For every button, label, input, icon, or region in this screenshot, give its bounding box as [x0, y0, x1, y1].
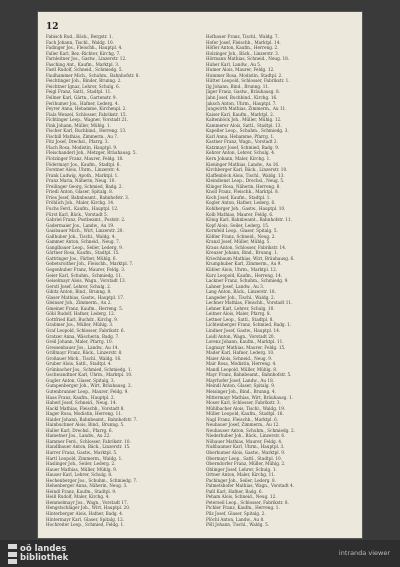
directory-entry: Lahner Josef, Landw., Au 3. — [206, 283, 265, 289]
directory-entry: Gegenhuber Franz, Maurer, Feldg. 3. — [46, 266, 126, 272]
directory-entry: Hintermayr Karl, Glaser, Spitalg. 12. — [46, 516, 125, 522]
directory-entry: Kranzl Josef, Müller, Mühlg. 5. — [206, 239, 271, 245]
directory-entry: Kübler Alois, Uhrm., Marktpl. 12. — [206, 266, 278, 272]
directory-entry: Ganglbauer Leop., Seiler, Lederg. 9. — [46, 244, 124, 250]
directory-entry: Kleindienst Leop., Drechsl., Neug. 5. — [206, 178, 285, 184]
directory-entry: Fries Josef, Bahnbeamt., Bahnhofstr. 3. — [46, 194, 130, 200]
directory-entry: Gressenbauer Jos., Landw., Au 14. — [46, 344, 119, 350]
directory-entry: Nöbauer Mathias, Maurer, Feldg. 4. — [206, 438, 283, 444]
directory-entry: Kapeller Leop., Schuhm., Schmiedg. 3. — [206, 128, 289, 134]
viewer-label: intranda viewer — [338, 549, 390, 557]
directory-entry: Feichtner Ignaz, Lehrer, Schulg. 6. — [46, 83, 121, 89]
directory-entry: Faulhammer Mich., Schuhm., Bahnhofstr. 8. — [46, 72, 140, 78]
directory-entry: Kohlberger Joh., Gastw., Hauptpl. 10. — [206, 205, 286, 211]
directory-entry: Fleischanderl Joh., Metzger, Bräuhausg. 5. — [46, 150, 137, 156]
directory-entry: Heindl Franz, Kaufm., Stadtpl. 9. — [46, 488, 117, 494]
directory-entry: Meindl Anton, Glaser, Spitalg. 9. — [206, 383, 276, 389]
directory-entry: Fuchs Ferd., Kaufm., Hauptpl. 12. — [46, 205, 119, 211]
directory-entry: Kern Johann, Maler, Kirchg. 1. — [206, 156, 271, 162]
directory-entry: Mair Rosa, Modistin, Herreng. 4. — [206, 361, 277, 367]
directory-entry: Palmetshofer Mathias, Wagn., Vorstadt 4. — [206, 483, 295, 489]
library-logo[interactable] — [8, 543, 78, 565]
directory-entry: Hametner Jos., Landw., Au 22. — [46, 433, 111, 439]
directory-entry: Mader Karl, Hafner, Lederg. 10. — [206, 350, 275, 356]
directory-entry: Kolb Mathias, Maurer, Feldg. 6. — [206, 211, 274, 217]
directory-entry: Pachinger Joh., Seiler, Lederg. 8. — [206, 477, 277, 483]
directory-entry: Mayr Franz, Bahnbeamt., Bahnhofstr. 5. — [206, 372, 292, 378]
directory-entry: Katzmayr Josef, Schmied, Badg. 9. — [206, 144, 280, 150]
directory-entry: Glaser Mathias, Gastw., Hauptpl. 17. — [46, 294, 125, 300]
directory-entry: Paßl Karl, Hafner, Badg. 6. — [206, 488, 263, 494]
directory-entry: Haas Franz, Kaufm., Hauptpl. 2. — [46, 394, 115, 400]
directory-entry: Gottfried Karl, Buchdr., Kirchg. 9. — [46, 316, 119, 322]
directory-entry: Kurz Leopold, Kaufm., Herreng. 14. — [206, 272, 283, 278]
logo-line-1: oö landes — [20, 544, 67, 554]
directory-entry: Koch Josef, Kaufm., Stadtpl. 1. — [206, 194, 271, 200]
directory-entry: Mühlbacher Alois, Tischl., Waldg. 19. — [206, 405, 286, 411]
directory-entry: Leitner Alois, Maler, Pfarrg. 8. — [206, 311, 271, 317]
directory-entry: Geier Karl, Schuhm., Schmiedg. 11. — [46, 272, 123, 278]
directory-entry: Hauser Karl, Lehrer, Schulg. 8. — [46, 472, 113, 478]
directory-entry: Hemmelmayr Jos., Wagn., Vorstadt 17. — [46, 499, 129, 505]
directory-entry: Lichtenberger Franz, Schmied, Badg. 1. — [206, 322, 292, 328]
directory-entry: Göbl Rudolf, Hafner, Lederg. 12. — [46, 311, 116, 317]
directory-entry: Grillmayr Franz, Bäck., Linzerstr. 8. — [46, 350, 123, 356]
directory-entry: Gärtner Rosa, Kaufm., Stadtpl. 15. — [46, 250, 120, 256]
directory-entry: Gibitz Anton, Bind., Brunng. 8. — [46, 289, 112, 295]
directory-entry: Großauer Mich., Tischl., Waldg. 16. — [46, 355, 122, 361]
page-number: 12 — [46, 22, 59, 32]
directory-entry: Gmeiner Franz, Kaufm., Herreng. 5. — [46, 305, 124, 311]
directory-entry: Hainbuchner Alois, Bind., Brunng. 5. — [46, 422, 125, 428]
library-logo-text — [20, 545, 68, 563]
directory-entry: Hofer Josef, Fleischh., Marktpl. 14. — [206, 39, 281, 45]
directory-entry: Lindner Josef, Gastw., Hauptpl. 14. — [206, 327, 281, 333]
directory-entry: Kogler Anton, Hafner, Lederg. 6. — [206, 200, 276, 206]
directory-entry: Langeder Joh., Tischl., Waldg. 2. — [206, 294, 275, 300]
directory-entry: Huber Karl, Landw., Au 5. — [206, 61, 262, 67]
directory-entry: Franz Maria, Näherin, Neug. 10. — [46, 178, 116, 184]
directory-entry: Lang Anton, Bäck., Linzerstr. 18. — [206, 289, 276, 295]
directory-entry: Gutenbrunner Leop., Maurer, Feldg. 9. — [46, 389, 129, 394]
directory-entry: König Karl, Bahnbeamt., Bahnhofstr. 11. — [206, 217, 292, 223]
directory-entry: Feyrer Anna, Hebamme, Kirchenpl. 2. — [46, 106, 127, 112]
directory-entry: Kirchberger Karl, Bäck., Linzerstr. 10. — [206, 167, 288, 173]
directory-entry: Gadermaier Jos., Landw., Au 19. — [46, 222, 115, 228]
directory-entry: Klinger Rosa, Näherin, Herreng. 8. — [206, 183, 281, 189]
directory-entry: Moser Karl, Schlosser, Fabrikstr. 3. — [206, 400, 281, 406]
directory-entry: Peham Alois, Schneid., Neug. 12. — [206, 494, 277, 500]
directory-entry: Kraus Anton, Schlosser, Fabrikstr. 14. — [206, 244, 287, 250]
directory-entry: Pilz Josef, Glaser, Spitalg. 2. — [206, 511, 266, 517]
directory-entry: Hartl Leopold, Zimmerm., Waldg. 1. — [46, 455, 123, 461]
directory-entry: Haslinger Joh., Seiler, Lederg. 2. — [46, 461, 116, 467]
directory-entry: Jungwirth Mathias, Zimmerm., Au 11. — [206, 106, 287, 112]
directory-entry: Gebetsroither Joh., Fleischh., Marktpl. 7. — [46, 261, 134, 267]
directory-entry: Gruber Alois, Sattl., Stadtpl. 4. — [46, 361, 112, 367]
directory-entry: Födermayr Jos., Kaufm., Stadtpl. 6. — [46, 161, 121, 167]
left-column — [46, 34, 194, 528]
directory-entry: Lugmayr Mathias, Maurer, Feldg. 15. — [206, 344, 286, 350]
directory-entry: Fadinger Jos., Fleischh., Hauptpl. 4. — [46, 45, 123, 51]
directory-entry: Forstner Alois, Uhrm., Linzerstr. 4. — [46, 167, 121, 173]
directory-entry: Hummer Rosa, Modistin, Stadtpl. 2. — [206, 72, 283, 78]
directory-entry: Hehenberger Anna, Näherin, Neug. 3. — [46, 483, 128, 489]
directory-entry: Gabriel Franz, Postbeamt., Poststr. 2. — [46, 217, 126, 223]
directory-entry: Pichler Franz, Kaufm., Herreng. 1. — [206, 505, 280, 511]
directory-entry: Lackner Franz, Schuhm., Schmiedg. 9. — [206, 278, 289, 284]
directory-entry: Karl Anna, Hebamme, Pfarrg. 1. — [206, 133, 275, 139]
right-column — [206, 34, 354, 528]
directory-entry: Ortner Anton, Maler, Kirchg. 11. — [206, 472, 276, 478]
directory-entry: Hochreiter Leop., Schmied, Feldg. 1. — [46, 522, 125, 528]
directory-entry: Fröhlich Joh., Maler, Kirchg. 14. — [46, 200, 115, 206]
directory-entry: Hager Rosa, Modistin, Herreng. 11. — [46, 411, 123, 417]
directory-entry: Gumpenberger Joh., Wirt, Bräuhausg. 2. — [46, 383, 132, 389]
directory-entry: Mittermayr Mathias, Wirt, Bräuhausg. 1. — [206, 394, 294, 400]
directory-entry: Lettner Leop., Sattl., Stadtpl. 8. — [206, 316, 274, 322]
directory-entry: Haider Johann, Bahnbeamt., Bahnhofstr. 7. — [46, 416, 138, 422]
directory-entry: Gammer Anton, Schneid., Neug. 7. — [46, 239, 121, 245]
directory-entry: Neubauer Josef, Zimmerm., Au 12. — [206, 422, 280, 428]
directory-entry: Jaksch Anton, Uhrm., Hauptpl. 7. — [206, 100, 277, 106]
directory-entry: Fiala Wenzel, Schlosser, Fabrikstr. 15. — [46, 111, 127, 117]
directory-entry: Höfler Anton, Kaufm., Herreng. 2. — [206, 45, 279, 51]
directory-entry: Frank Ludwig, Apoth., Marktpl. 1. — [46, 172, 119, 178]
directory-entry: Hauer Mathias, Müller, Mühlg. 9. — [46, 466, 118, 472]
directory-entry: Müller Leopold, Kaufm., Stadtpl. 16. — [206, 411, 284, 417]
viewer-footer — [0, 540, 400, 567]
directory-entry: Loidl Anton, Wagn., Vorstadt 20. — [206, 333, 275, 339]
directory-entry: Faller Karl, Bez.-Richter, Kirchg. 7. — [46, 50, 121, 56]
directory-entry: Gaisbauer Mich., Wirt, Linzerstr. 20. — [46, 228, 124, 234]
directory-entry: Mandl Leopold, Müller, Mühlg. 8. — [206, 366, 278, 372]
directory-entry: Öhlinger Josef, Lehrer, Schulg. 1. — [206, 466, 277, 472]
directory-entry: Haberl Josef, Schneid., Neug. 14. — [46, 400, 117, 406]
directory-entry: Fitz Josef, Drechsl., Pfarrg. 3. — [46, 139, 109, 145]
directory-entry: Kriechbaum Mathias, Wirt, Bräuhausg. 6. — [206, 255, 295, 261]
directory-entry: Feigl Franz, Sattl., Stadtpl. 11. — [46, 89, 112, 95]
directory-entry: Feichtinger Joh., Binder, Brunng. 2. — [46, 78, 122, 84]
directory-entry: Hengstschläger Joh., Wirt, Hauptpl. 20. — [46, 505, 131, 511]
directory-entry: Grünbacher Jos., Schmied, Schmiedg. 1. — [46, 366, 132, 372]
scanned-page — [38, 12, 362, 538]
library-logo-icon — [8, 544, 17, 564]
directory-entry: Ilg Johann, Bind., Brunng. 11. — [206, 83, 270, 89]
directory-entry: Oberndorfer Franz, Müller, Mühlg. 2. — [206, 461, 286, 467]
directory-entry: Kornfeld Leop., Glaser, Spitalg. 5. — [206, 228, 278, 234]
directory-entry: Lechner Mathias, Fleischh., Vorstadt 11. — [206, 300, 293, 306]
directory-entry: Nagl Franz, Fleischh., Marktpl. 6. — [206, 416, 279, 422]
directory-entry: Jahn Josef, Buchbind., Kirchg. 16. — [206, 95, 278, 101]
directory-entry: Gratzer Anna, Wäscherin, Badg. 7. — [46, 333, 120, 339]
directory-entry: Niederhuber Joh., Bäck., Linzerstr. 6. — [206, 433, 286, 439]
directory-entry: Fischer Karl, Buchbind., Herreng. 13. — [46, 128, 127, 134]
directory-entry: Jäger Franz, Gastw., Bräuhausg. 8. — [206, 89, 281, 95]
directory-entry: Fastl Rudolf, Schneid., Schmiedg. 5. — [46, 67, 123, 73]
directory-entry: Plöchl Anton, Landw., Au 8. — [206, 516, 265, 522]
directory-entry: Hofbauer Franz, Tischl., Waldg. 7. — [206, 34, 279, 39]
directory-entry: Geiselmayr Alois, Wagn., Vorstadt 13. — [46, 278, 126, 284]
logo-line-2: bibliothek — [20, 553, 69, 563]
directory-entry: Lehner Karl, Lehrer, Schulg. 10. — [206, 305, 275, 311]
directory-entry: Hinterberger Alois, Hafner, Badg. 4. — [46, 511, 124, 517]
directory-entry: Kaiser Karl, Kaufm., Marktpl. 2. — [206, 111, 275, 117]
directory-entry: Gattringer Jos., Färber, Mühlg. 6. — [46, 255, 117, 261]
directory-entry: Pöll Johann, Tischl., Waldg. 5. — [206, 522, 270, 528]
directory-entry: Fasching Ant., Kaufm., Marktpl. 3. — [46, 61, 120, 67]
directory-entry: Krumphuber Karl, Zimmerm., Au 9. — [206, 261, 282, 267]
directory-entry: Hackl Mathias, Fleischh., Vorstadt 8. — [46, 405, 125, 411]
directory-entry: Klaffenböck Alois, Tischl., Waldg. 13. — [206, 172, 285, 178]
directory-entry: Kieninger Mathias, Landw., Au 16. — [206, 161, 280, 167]
directory-entry: Kößler Franz, Schneid., Neug. 2. — [206, 233, 276, 239]
directory-entry: Ferihumer Jos., Hafner, Lederg. 4. — [46, 100, 119, 106]
directory-entry: Grabmer Jos., Müller, Mühlg. 3. — [46, 322, 114, 328]
directory-entry: Graf Leopold, Schlosser, Fabrikstr. 6. — [46, 327, 125, 333]
directory-entry: Fichtinger Leop., Wagner, Vorstadt 21. — [46, 117, 129, 123]
directory-entry: Neuhauser Anton, Schuhm., Schmiedg. 2. — [206, 427, 295, 433]
directory-entry: Gschwandtner Karl, Uhrm., Marktpl. 10. — [46, 372, 133, 378]
directory-entry: Kopf Alois, Seiler, Lederg. 15. — [206, 222, 270, 228]
directory-entry: Oberhumer Alois, Gastw., Marktpl. 9. — [206, 450, 286, 456]
directory-entry: Fabisch Rud., Bäck., Bergstr. 1. — [46, 34, 113, 39]
directory-entry: Knoll Franz, Fleischh., Marktpl. 8. — [206, 189, 279, 195]
directory-entry: Haller Karl, Drechsl., Pfarrg. 6. — [46, 427, 113, 433]
directory-entry: Kehrer Anton, Lehrer, Schulg. 4. — [206, 150, 276, 156]
directory-entry: Mayrhofer Josef, Landw., Au 18. — [206, 377, 275, 383]
directory-entry: Holzinger Joh., Bäck., Linzerstr. 3. — [206, 50, 280, 56]
directory-entry: Fürst Karl, Bäck., Vorstadt 5. — [46, 211, 109, 217]
directory-entry: Humer Alois, Maurer, Feldg. 12. — [206, 67, 275, 73]
directory-entry: Heiß Rudolf, Maler, Kirchg. 4. — [46, 494, 110, 500]
directory-entry: Lorenz Johann, Kaufm., Marktpl. 11. — [206, 339, 284, 345]
directory-entry: Fellner Karl, Gärtn., Gartenstr. 9. — [46, 95, 117, 101]
directory-entry: Hütter Leopold, Schlosser, Fabrikstr. 1. — [206, 78, 290, 84]
directory-entry: Flach Rosa, Modistin, Hauptpl. 9. — [46, 144, 118, 150]
directory-entry: Meisinger Joh., Bind., Brunng. 4. — [206, 389, 276, 394]
directory-entry: Kaltenböck Joh., Müller, Mühlg. 12. — [206, 117, 282, 123]
directory-entry: Fach Johann, Tischl., Waldg. 10. — [46, 39, 115, 45]
directory-entry: Kastner Franz, Wagn., Vorstadt 2. — [206, 139, 278, 145]
directory-entry: Nußbaumer Karl, Uhrm., Hauptpl. 3. — [206, 444, 285, 450]
directory-entry: Peterseil Leop., Schlosser, Fabrikstr. 8. — [206, 499, 289, 505]
directory-entry: Obermayr Leop., Sattl., Stadtpl. 10. — [206, 455, 283, 461]
directory-entry: Friedl Anton, Glaser, Spitalg. 8. — [46, 189, 114, 195]
directory-entry: Freilinger Georg, Schmied, Badg. 2. — [46, 183, 123, 189]
directory-entry: Hammer Ferd., Schlosser, Fabrikstr. 10. — [46, 438, 131, 444]
directory-entry: Fischill Mathias, Zimmerm., Au 7. — [46, 133, 119, 139]
directory-entry: Greil Johann, Maler, Pfarrg. 10. — [46, 339, 113, 345]
directory-entry: Farnleitner Jos., Gastw., Linzerstr. 12. — [46, 56, 127, 62]
directory-entry: Handlbauer Anton, Bäck., Linzerstr. 15. — [46, 444, 131, 450]
directory-entry: Maier Alois, Schneid., Neug. 9. — [206, 355, 273, 361]
directory-entry: Hechenberger Jos., Schuhm., Schmiedg. 7. — [46, 477, 138, 483]
directory-entry: Gleinser Joh., Zimmerm., Au 2. — [46, 300, 112, 306]
directory-entry: Hörmann Mathias, Schneid., Neug. 18. — [206, 56, 290, 62]
directory-entry: Kammerer Alois, Sattl., Stadtpl. 13. — [206, 122, 282, 128]
directory-entry: Gugler Anton, Glaser, Spitalg. 3. — [46, 377, 115, 383]
directory-entry: Harrer Franz, Gastw., Marktpl. 5. — [46, 450, 118, 456]
directory-entry: Kreuzer Johann, Bind., Brunng. 1. — [206, 250, 279, 256]
directory-entry: Gallhuber Joh., Tischl., Waldg. 4. — [46, 233, 116, 239]
directory-entry: Fink Johann, Müller, Mühlg. 1. — [46, 122, 111, 128]
directory-entry: Flotzinger Franz, Maurer, Feldg. 18. — [46, 156, 124, 162]
directory-entry: Gerstl Josef, Lehrer, Schulg. 2. — [46, 283, 112, 289]
